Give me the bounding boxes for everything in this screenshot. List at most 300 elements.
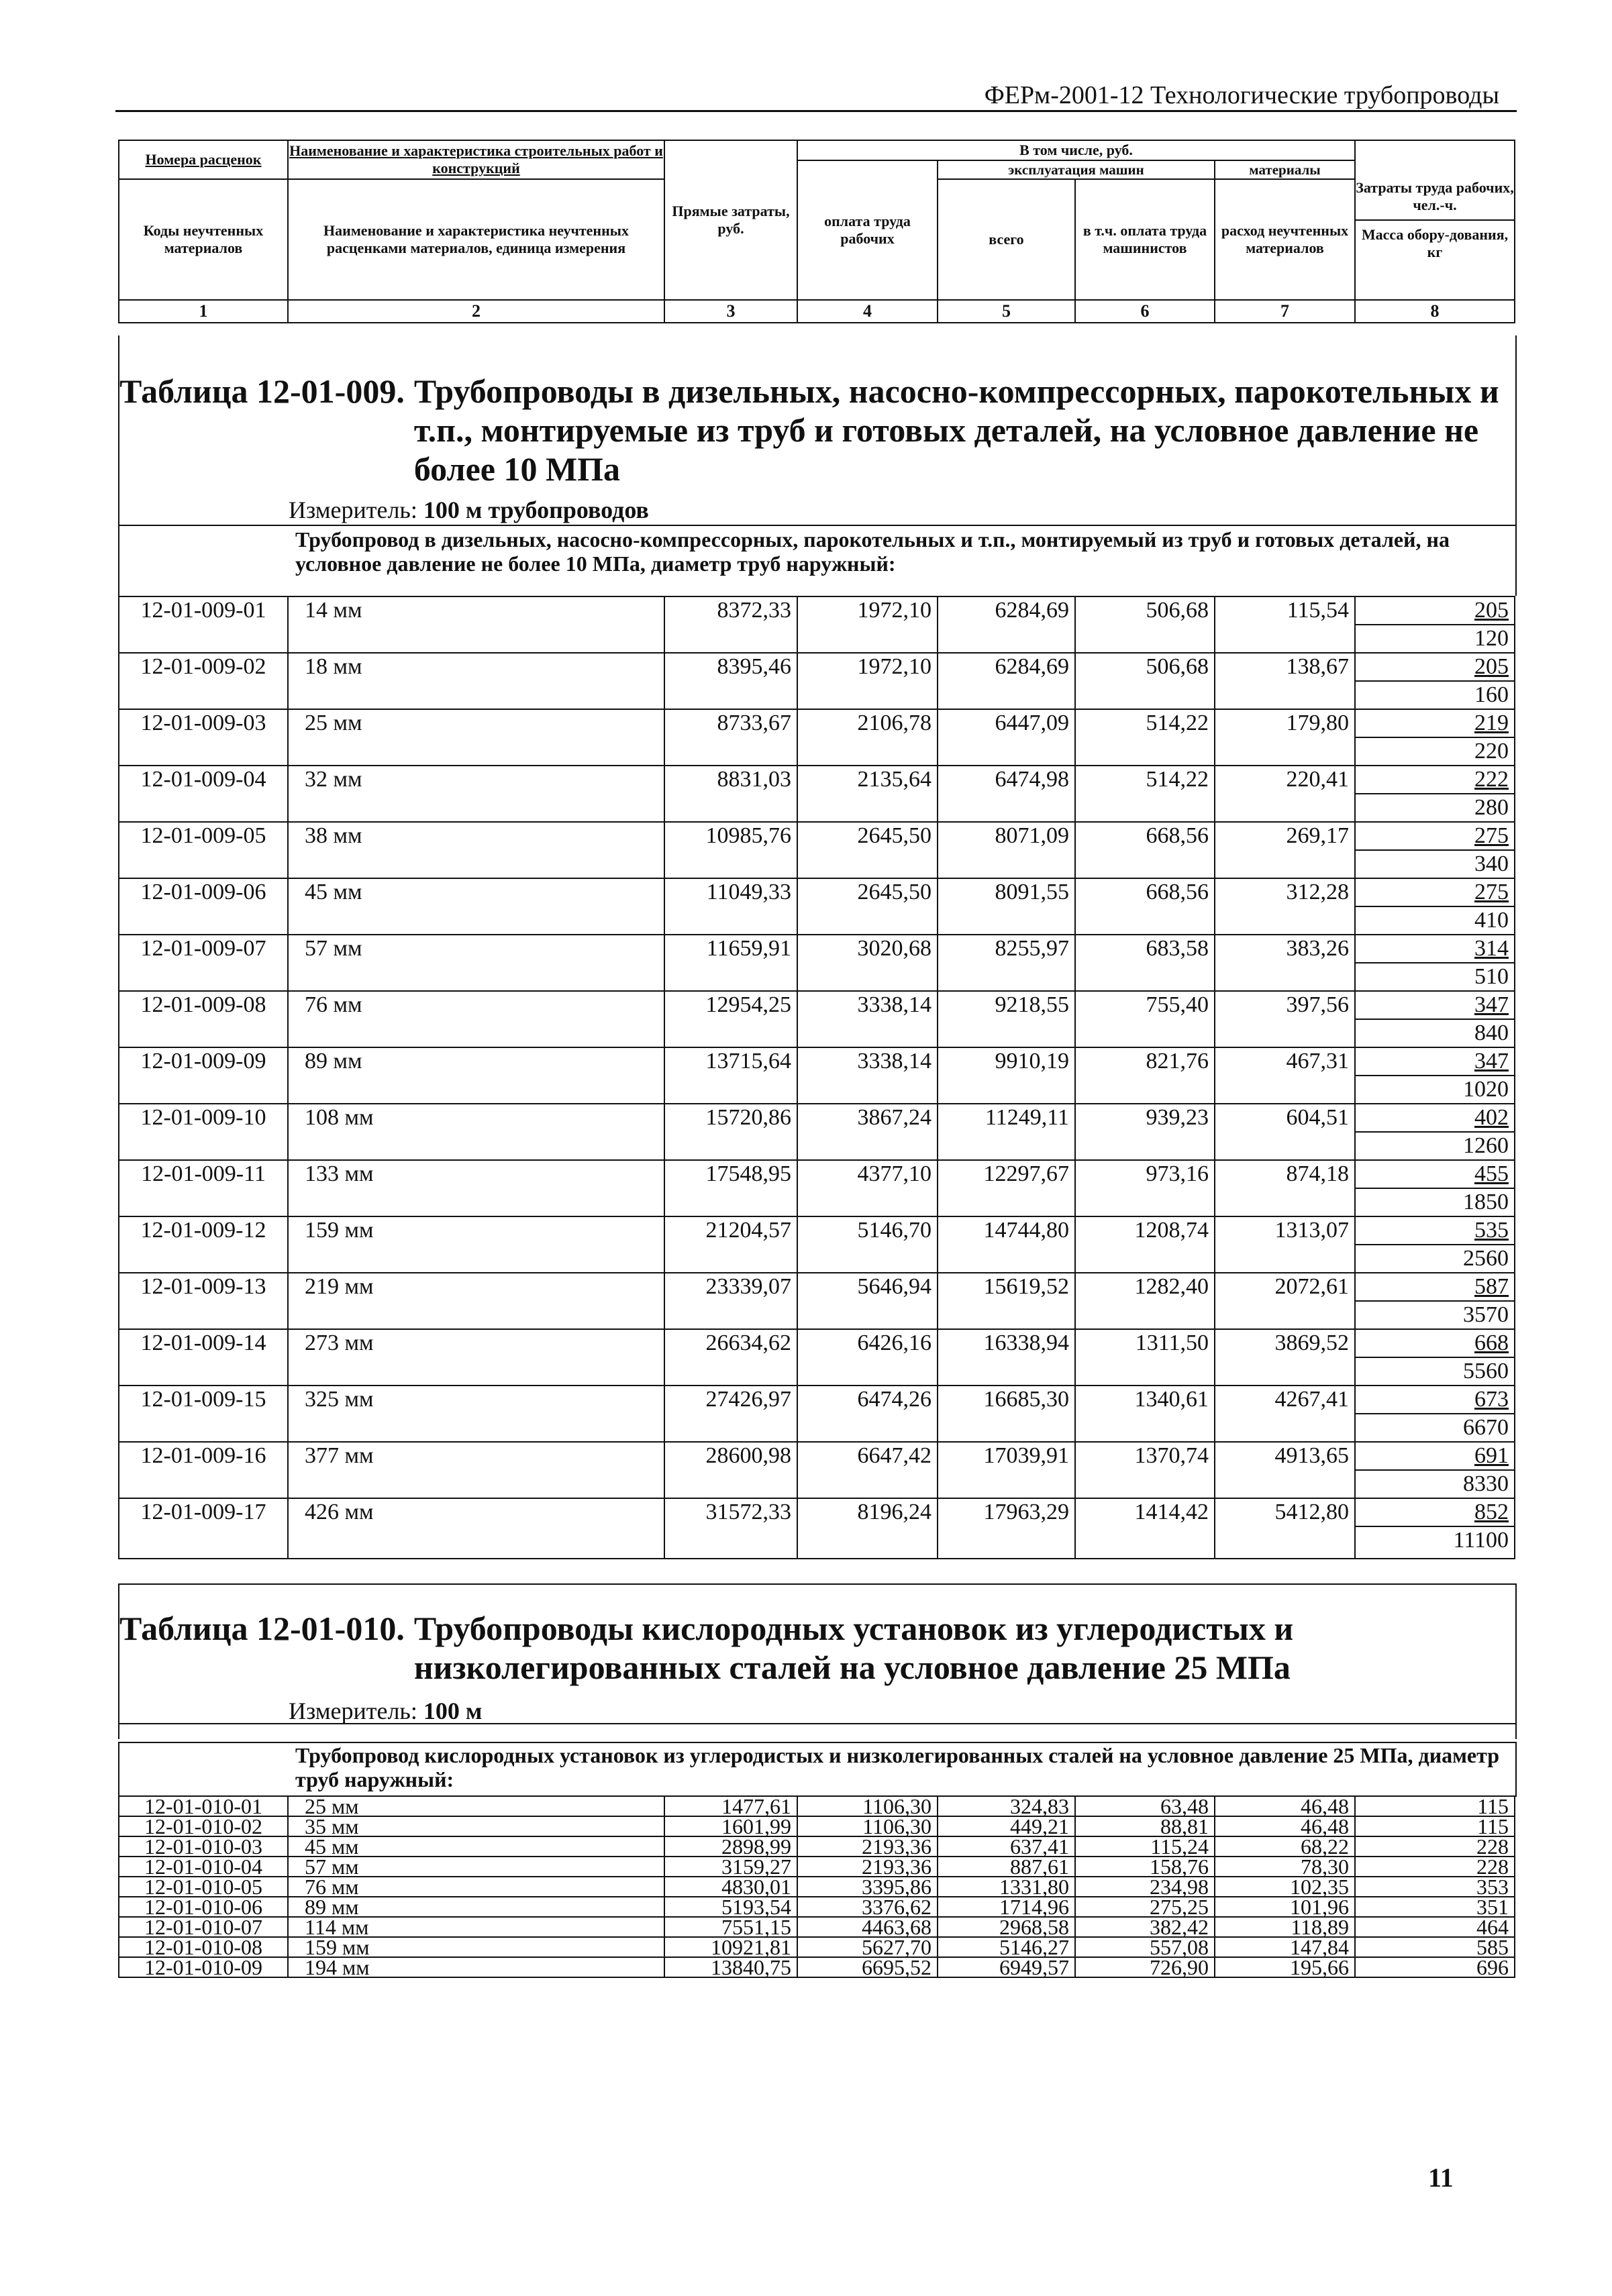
- empty-cell: [938, 850, 1075, 878]
- header-work-name: Наименование и характеристика строительных работ и конструкций: [288, 140, 664, 179]
- empty-cell: [664, 1357, 797, 1386]
- table-row: [119, 1047, 1515, 1076]
- machines-total: 8071,09: [938, 822, 1075, 850]
- empty-cell: [119, 794, 288, 822]
- machinists-pay: 1208,74: [1075, 1216, 1215, 1245]
- machinists-pay: 821,76: [1075, 1047, 1215, 1076]
- empty-cell: [797, 1357, 938, 1386]
- labor-hours: 115: [1355, 1816, 1515, 1836]
- empty-cell: [288, 1019, 664, 1047]
- empty-cell: [938, 1357, 1075, 1386]
- column-number: 3: [664, 300, 797, 323]
- empty-cell: [1215, 1301, 1355, 1329]
- empty-cell: [797, 1414, 938, 1442]
- materials: 138,67: [1215, 653, 1355, 681]
- empty-cell: [288, 794, 664, 822]
- rate-code: 12-01-009-04: [119, 766, 288, 794]
- labor-hours: 691: [1355, 1442, 1515, 1470]
- labor-hours: 587: [1355, 1273, 1515, 1301]
- empty-cell: [938, 1019, 1075, 1047]
- machines-total: 887,61: [938, 1857, 1075, 1877]
- rate-code: 12-01-009-09: [119, 1047, 288, 1076]
- materials: 383,26: [1215, 935, 1355, 963]
- materials: 269,17: [1215, 822, 1355, 850]
- empty-cell: [797, 1019, 938, 1047]
- pipe-diameter: 76 мм: [288, 991, 664, 1019]
- empty-cell: [797, 1301, 938, 1329]
- table-row: [119, 1273, 1515, 1301]
- empty-cell: [938, 625, 1075, 653]
- materials: 2072,61: [1215, 1273, 1355, 1301]
- machinists-pay: 939,23: [1075, 1104, 1215, 1132]
- empty-cell: [1075, 850, 1215, 878]
- table-row: [119, 1442, 1515, 1470]
- machines-total: 449,21: [938, 1816, 1075, 1836]
- equipment-mass: 5560: [1355, 1357, 1515, 1386]
- empty-cell: [288, 1076, 664, 1104]
- direct-costs: 10985,76: [664, 822, 797, 850]
- equipment-mass: 1260: [1355, 1132, 1515, 1160]
- labor-hours: 585: [1355, 1937, 1515, 1957]
- machinists-pay: 506,68: [1075, 653, 1215, 681]
- machines-total: 17039,91: [938, 1442, 1075, 1470]
- empty-cell: [119, 737, 288, 766]
- machines-total: 12297,67: [938, 1160, 1075, 1188]
- materials: 115,54: [1215, 596, 1355, 625]
- empty-cell: [797, 1470, 938, 1498]
- empty-cell: [797, 1554, 938, 1559]
- table-row: [119, 1816, 1515, 1836]
- empty-cell: [938, 794, 1075, 822]
- header-labor-pay: оплата труда рабочих: [797, 160, 938, 300]
- table-row: [119, 1897, 1515, 1917]
- empty-cell: [938, 963, 1075, 991]
- empty-cell: [938, 1470, 1075, 1498]
- empty-cell: [1215, 625, 1355, 653]
- machines-total: 6447,09: [938, 709, 1075, 737]
- machines-total: 8091,55: [938, 878, 1075, 906]
- equipment-mass: 340: [1355, 850, 1515, 878]
- pipe-diameter: 32 мм: [288, 766, 664, 794]
- pipe-diameter: 89 мм: [288, 1897, 664, 1917]
- labor-hours: 205: [1355, 653, 1515, 681]
- empty-cell: [119, 681, 288, 709]
- machines-total: 8255,97: [938, 935, 1075, 963]
- labor-pay: 1972,10: [797, 596, 938, 625]
- empty-cell: [1075, 1357, 1215, 1386]
- empty-cell: [797, 681, 938, 709]
- empty-cell: [938, 906, 1075, 935]
- header-unaccounted-codes: Коды неучтенных материалов: [119, 179, 288, 300]
- empty-cell: [119, 1554, 288, 1559]
- empty-cell: [938, 1414, 1075, 1442]
- direct-costs: 31572,33: [664, 1498, 797, 1526]
- column-header-table: [118, 140, 1515, 323]
- rate-code: 12-01-010-07: [119, 1917, 288, 1937]
- labor-pay: 6426,16: [797, 1329, 938, 1357]
- table1-group-header: Трубопровод в дизельных, насосно-компрессорных, парокотельных и т.п., монтируемый из труб и готовых деталей, на условное давление не более 10 МПа, диаметр труб наружный:: [295, 527, 1450, 576]
- labor-pay: 1972,10: [797, 653, 938, 681]
- empty-cell: [1075, 1132, 1215, 1160]
- machinists-pay: 726,90: [1075, 1957, 1215, 1977]
- table-row: [119, 1160, 1515, 1188]
- materials: 4267,41: [1215, 1386, 1355, 1414]
- machines-total: 15619,52: [938, 1273, 1075, 1301]
- table-row: [119, 822, 1515, 850]
- labor-hours: 353: [1355, 1877, 1515, 1897]
- rate-code: 12-01-009-10: [119, 1104, 288, 1132]
- empty-cell: [1215, 1188, 1355, 1216]
- labor-pay: 3376,62: [797, 1897, 938, 1917]
- table-row-mass: [119, 963, 1515, 991]
- rate-code: 12-01-009-02: [119, 653, 288, 681]
- empty-cell: [664, 1245, 797, 1273]
- empty-cell: [1215, 1357, 1355, 1386]
- table-row-mass: [119, 1470, 1515, 1498]
- machinists-pay: 63,48: [1075, 1796, 1215, 1816]
- machinists-pay: 1311,50: [1075, 1329, 1215, 1357]
- table2-title: [119, 1609, 1509, 1687]
- page-number: 11: [1428, 2162, 1454, 2193]
- pipe-diameter: 133 мм: [288, 1160, 664, 1188]
- materials: 1313,07: [1215, 1216, 1355, 1245]
- table2-group-frame: [118, 1742, 1517, 1797]
- empty-cell: [119, 963, 288, 991]
- machinists-pay: 683,58: [1075, 935, 1215, 963]
- empty-cell: [1075, 1076, 1215, 1104]
- direct-costs: 8831,03: [664, 766, 797, 794]
- empty-cell: [797, 850, 938, 878]
- header-equipment-mass: Масса обору-дования, кг: [1361, 226, 1509, 260]
- machinists-pay: 115,24: [1075, 1836, 1215, 1857]
- empty-cell: [288, 1357, 664, 1386]
- table1-code: Таблица 12-01-009.: [119, 372, 405, 410]
- pipe-diameter: 114 мм: [288, 1917, 664, 1937]
- labor-pay: 3867,24: [797, 1104, 938, 1132]
- materials: 4913,65: [1215, 1442, 1355, 1470]
- empty-cell: [1075, 737, 1215, 766]
- labor-hours: 347: [1355, 991, 1515, 1019]
- empty-cell: [119, 1526, 288, 1554]
- empty-cell: [1075, 1188, 1215, 1216]
- equipment-mass: 120: [1355, 625, 1515, 653]
- table2-title-text: Трубопроводы кислородных установок из углеродистых и низколегированных сталей на условное давление 25 МПа: [413, 1610, 1294, 1686]
- column-number: 1: [119, 300, 288, 323]
- empty-cell: [1215, 1132, 1355, 1160]
- empty-cell: [938, 1526, 1075, 1554]
- empty-cell: [1215, 1470, 1355, 1498]
- labor-pay: 3338,14: [797, 991, 938, 1019]
- table1-intro: [118, 335, 1517, 596]
- labor-pay: 2645,50: [797, 822, 938, 850]
- rate-code: 12-01-009-07: [119, 935, 288, 963]
- materials: 3869,52: [1215, 1329, 1355, 1357]
- machinists-pay: 1414,42: [1075, 1498, 1215, 1526]
- labor-pay: 3020,68: [797, 935, 938, 963]
- empty-cell: [288, 1301, 664, 1329]
- direct-costs: 7551,15: [664, 1917, 797, 1937]
- empty-cell: [119, 1414, 288, 1442]
- table-row: [119, 1796, 1515, 1816]
- direct-costs: 5193,54: [664, 1897, 797, 1917]
- table-row: [119, 709, 1515, 737]
- machinists-pay: 557,08: [1075, 1937, 1215, 1957]
- header-incl-machinists: в т.ч. оплата труда машинистов: [1075, 179, 1215, 300]
- machinists-pay: 514,22: [1075, 709, 1215, 737]
- rate-code: 12-01-009-06: [119, 878, 288, 906]
- empty-cell: [664, 1132, 797, 1160]
- table-row: [119, 1877, 1515, 1897]
- labor-pay: 3338,14: [797, 1047, 938, 1076]
- machines-total: 637,41: [938, 1836, 1075, 1857]
- table-row: [119, 1216, 1515, 1245]
- pipe-diameter: 377 мм: [288, 1442, 664, 1470]
- labor-pay: 1106,30: [797, 1796, 938, 1816]
- table-row-mass: [119, 1526, 1515, 1554]
- empty-cell: [938, 737, 1075, 766]
- machines-total: 1714,96: [938, 1897, 1075, 1917]
- column-number: 8: [1355, 300, 1515, 323]
- machinists-pay: 275,25: [1075, 1897, 1215, 1917]
- empty-cell: [664, 1188, 797, 1216]
- table2-data: [118, 1795, 1515, 1978]
- empty-cell: [1215, 963, 1355, 991]
- empty-cell: [1215, 1414, 1355, 1442]
- pipe-diameter: 14 мм: [288, 596, 664, 625]
- machinists-pay: 755,40: [1075, 991, 1215, 1019]
- table1-data: [118, 596, 1515, 1559]
- labor-hours: 219: [1355, 709, 1515, 737]
- direct-costs: 28600,98: [664, 1442, 797, 1470]
- table-row: [119, 653, 1515, 681]
- machinists-pay: 88,81: [1075, 1816, 1215, 1836]
- direct-costs: 10921,81: [664, 1937, 797, 1957]
- machines-total: 6284,69: [938, 596, 1075, 625]
- rate-code: 12-01-009-17: [119, 1498, 288, 1526]
- table-row-mass: [119, 1188, 1515, 1216]
- table2-intro: [118, 1583, 1517, 1739]
- empty-cell: [288, 1132, 664, 1160]
- table-row: [119, 878, 1515, 906]
- materials: 220,41: [1215, 766, 1355, 794]
- empty-cell: [119, 1245, 288, 1273]
- pipe-diameter: 18 мм: [288, 653, 664, 681]
- empty-cell: [797, 1526, 938, 1554]
- rate-code: 12-01-010-06: [119, 1897, 288, 1917]
- labor-hours: 228: [1355, 1857, 1515, 1877]
- empty-cell: [797, 737, 938, 766]
- table-row-mass: [119, 1245, 1515, 1273]
- machines-total: 11249,11: [938, 1104, 1075, 1132]
- empty-cell: [938, 1188, 1075, 1216]
- direct-costs: 11659,91: [664, 935, 797, 963]
- labor-pay: 4377,10: [797, 1160, 938, 1188]
- materials: 68,22: [1215, 1836, 1355, 1857]
- direct-costs: 4830,01: [664, 1877, 797, 1897]
- materials: 604,51: [1215, 1104, 1355, 1132]
- direct-costs: 13715,64: [664, 1047, 797, 1076]
- empty-cell: [1075, 625, 1215, 653]
- machinists-pay: 514,22: [1075, 766, 1215, 794]
- table-row: [119, 596, 1515, 625]
- labor-pay: 2645,50: [797, 878, 938, 906]
- rate-code: 12-01-009-03: [119, 709, 288, 737]
- table1-title: [119, 372, 1509, 488]
- machines-total: 16338,94: [938, 1329, 1075, 1357]
- empty-cell: [288, 625, 664, 653]
- empty-cell: [664, 681, 797, 709]
- header-materials: материалы: [1215, 160, 1355, 179]
- direct-costs: 13840,75: [664, 1957, 797, 1977]
- table2-code: Таблица 12-01-010.: [119, 1610, 405, 1647]
- rate-code: 12-01-010-03: [119, 1836, 288, 1857]
- equipment-mass: 2560: [1355, 1245, 1515, 1273]
- equipment-mass: 410: [1355, 906, 1515, 935]
- table-row-mass: [119, 850, 1515, 878]
- empty-cell: [797, 794, 938, 822]
- direct-costs: 1601,99: [664, 1816, 797, 1836]
- empty-cell: [938, 1554, 1075, 1559]
- labor-pay: 1106,30: [797, 1816, 938, 1836]
- machinists-pay: 506,68: [1075, 596, 1215, 625]
- rate-code: 12-01-009-01: [119, 596, 288, 625]
- empty-cell: [938, 1076, 1075, 1104]
- labor-pay: 5646,94: [797, 1273, 938, 1301]
- header-labor-costs: Затраты труда рабочих, чел.-ч.: [1356, 179, 1514, 221]
- empty-cell: [664, 1414, 797, 1442]
- empty-cell: [119, 1301, 288, 1329]
- labor-pay: 6474,26: [797, 1386, 938, 1414]
- empty-cell: [288, 1470, 664, 1498]
- empty-cell: [1075, 906, 1215, 935]
- pipe-diameter: 45 мм: [288, 1836, 664, 1857]
- empty-cell: [1075, 681, 1215, 709]
- materials: 195,66: [1215, 1957, 1355, 1977]
- empty-cell: [1215, 737, 1355, 766]
- table-row-mass: [119, 906, 1515, 935]
- pipe-diameter: 25 мм: [288, 1796, 664, 1816]
- divider: [119, 525, 1515, 526]
- header-machines: эксплуатация машин: [938, 160, 1215, 179]
- direct-costs: 2898,99: [664, 1836, 797, 1857]
- materials: 467,31: [1215, 1047, 1355, 1076]
- labor-hours: 852: [1355, 1498, 1515, 1526]
- empty-cell: [797, 963, 938, 991]
- table-row-mass: [119, 1132, 1515, 1160]
- labor-hours: 205: [1355, 596, 1515, 625]
- table2-group-header: Трубопровод кислородных установок из углеродистых и низколегированных сталей на условное давление 25 МПа, диаметр труб наружный:: [295, 1743, 1500, 1791]
- pipe-diameter: 273 мм: [288, 1329, 664, 1357]
- table-row-mass: [119, 737, 1515, 766]
- empty-cell: [1215, 794, 1355, 822]
- empty-cell: [938, 1132, 1075, 1160]
- equipment-mass: 510: [1355, 963, 1515, 991]
- machinists-pay: 1282,40: [1075, 1273, 1215, 1301]
- materials: 397,56: [1215, 991, 1355, 1019]
- labor-pay: 6647,42: [797, 1442, 938, 1470]
- pipe-diameter: 57 мм: [288, 935, 664, 963]
- empty-cell: [797, 1188, 938, 1216]
- table-row: [119, 991, 1515, 1019]
- materials: 312,28: [1215, 878, 1355, 906]
- equipment-mass: 6670: [1355, 1414, 1515, 1442]
- pipe-diameter: 89 мм: [288, 1047, 664, 1076]
- direct-costs: 23339,07: [664, 1273, 797, 1301]
- empty-cell: [288, 681, 664, 709]
- rate-code: 12-01-010-02: [119, 1816, 288, 1836]
- empty-cell: [938, 1301, 1075, 1329]
- equipment-mass: 1850: [1355, 1188, 1515, 1216]
- pipe-diameter: 325 мм: [288, 1386, 664, 1414]
- direct-costs: 8395,46: [664, 653, 797, 681]
- empty-cell: [288, 1414, 664, 1442]
- empty-cell: [1075, 1301, 1215, 1329]
- labor-pay: 3395,86: [797, 1877, 938, 1897]
- labor-pay: 2193,36: [797, 1836, 938, 1857]
- empty-cell: [797, 1245, 938, 1273]
- table-row-mass: [119, 1357, 1515, 1386]
- labor-hours: 696: [1355, 1957, 1515, 1977]
- pipe-diameter: 108 мм: [288, 1104, 664, 1132]
- equipment-mass: 11100: [1355, 1526, 1515, 1554]
- table1-title-text: Трубопроводы в дизельных, насосно-компрессорных, парокотельных и т.п., монтируемые из труб и готовых деталей, на условное давление не более 10 МПа: [413, 372, 1499, 488]
- labor-hours: 668: [1355, 1329, 1515, 1357]
- direct-costs: 3159,27: [664, 1857, 797, 1877]
- equipment-mass: 160: [1355, 681, 1515, 709]
- empty-cell: [119, 906, 288, 935]
- labor-pay: 4463,68: [797, 1917, 938, 1937]
- table-row-mass: [119, 1414, 1515, 1442]
- empty-cell: [1215, 1019, 1355, 1047]
- empty-cell: [1355, 1554, 1515, 1559]
- empty-cell: [1075, 963, 1215, 991]
- rate-code: 12-01-009-05: [119, 822, 288, 850]
- table-row: [119, 1498, 1515, 1526]
- empty-cell: [1215, 681, 1355, 709]
- empty-cell: [797, 625, 938, 653]
- rate-code: 12-01-009-16: [119, 1442, 288, 1470]
- machinists-pay: 668,56: [1075, 878, 1215, 906]
- empty-cell: [1215, 1554, 1355, 1559]
- machinists-pay: 382,42: [1075, 1917, 1215, 1937]
- machines-total: 16685,30: [938, 1386, 1075, 1414]
- header-direct-costs: Прямые затраты, руб.: [664, 140, 797, 300]
- table-row-mass: [119, 681, 1515, 709]
- equipment-mass: 840: [1355, 1019, 1515, 1047]
- header-total: всего: [938, 179, 1075, 300]
- machinists-pay: 973,16: [1075, 1160, 1215, 1188]
- table-row-mass: [119, 1019, 1515, 1047]
- empty-cell: [664, 850, 797, 878]
- header-unaccounted-name: Наименование и характеристика неучтенных расценками материалов, единица измерения: [288, 179, 664, 300]
- direct-costs: 8372,33: [664, 596, 797, 625]
- empty-cell: [1075, 1414, 1215, 1442]
- machinists-pay: 158,76: [1075, 1857, 1215, 1877]
- equipment-mass: 1020: [1355, 1076, 1515, 1104]
- table2-meter: Измеритель: 100 м: [289, 1698, 483, 1724]
- pipe-diameter: 35 мм: [288, 1816, 664, 1836]
- empty-cell: [119, 1357, 288, 1386]
- empty-cell: [119, 850, 288, 878]
- empty-cell: [288, 1188, 664, 1216]
- labor-hours: 464: [1355, 1917, 1515, 1937]
- empty-cell: [288, 1245, 664, 1273]
- empty-cell: [797, 906, 938, 935]
- labor-pay: 8196,24: [797, 1498, 938, 1526]
- empty-cell: [1075, 1554, 1215, 1559]
- table-row: [119, 1857, 1515, 1877]
- machinists-pay: 234,98: [1075, 1877, 1215, 1897]
